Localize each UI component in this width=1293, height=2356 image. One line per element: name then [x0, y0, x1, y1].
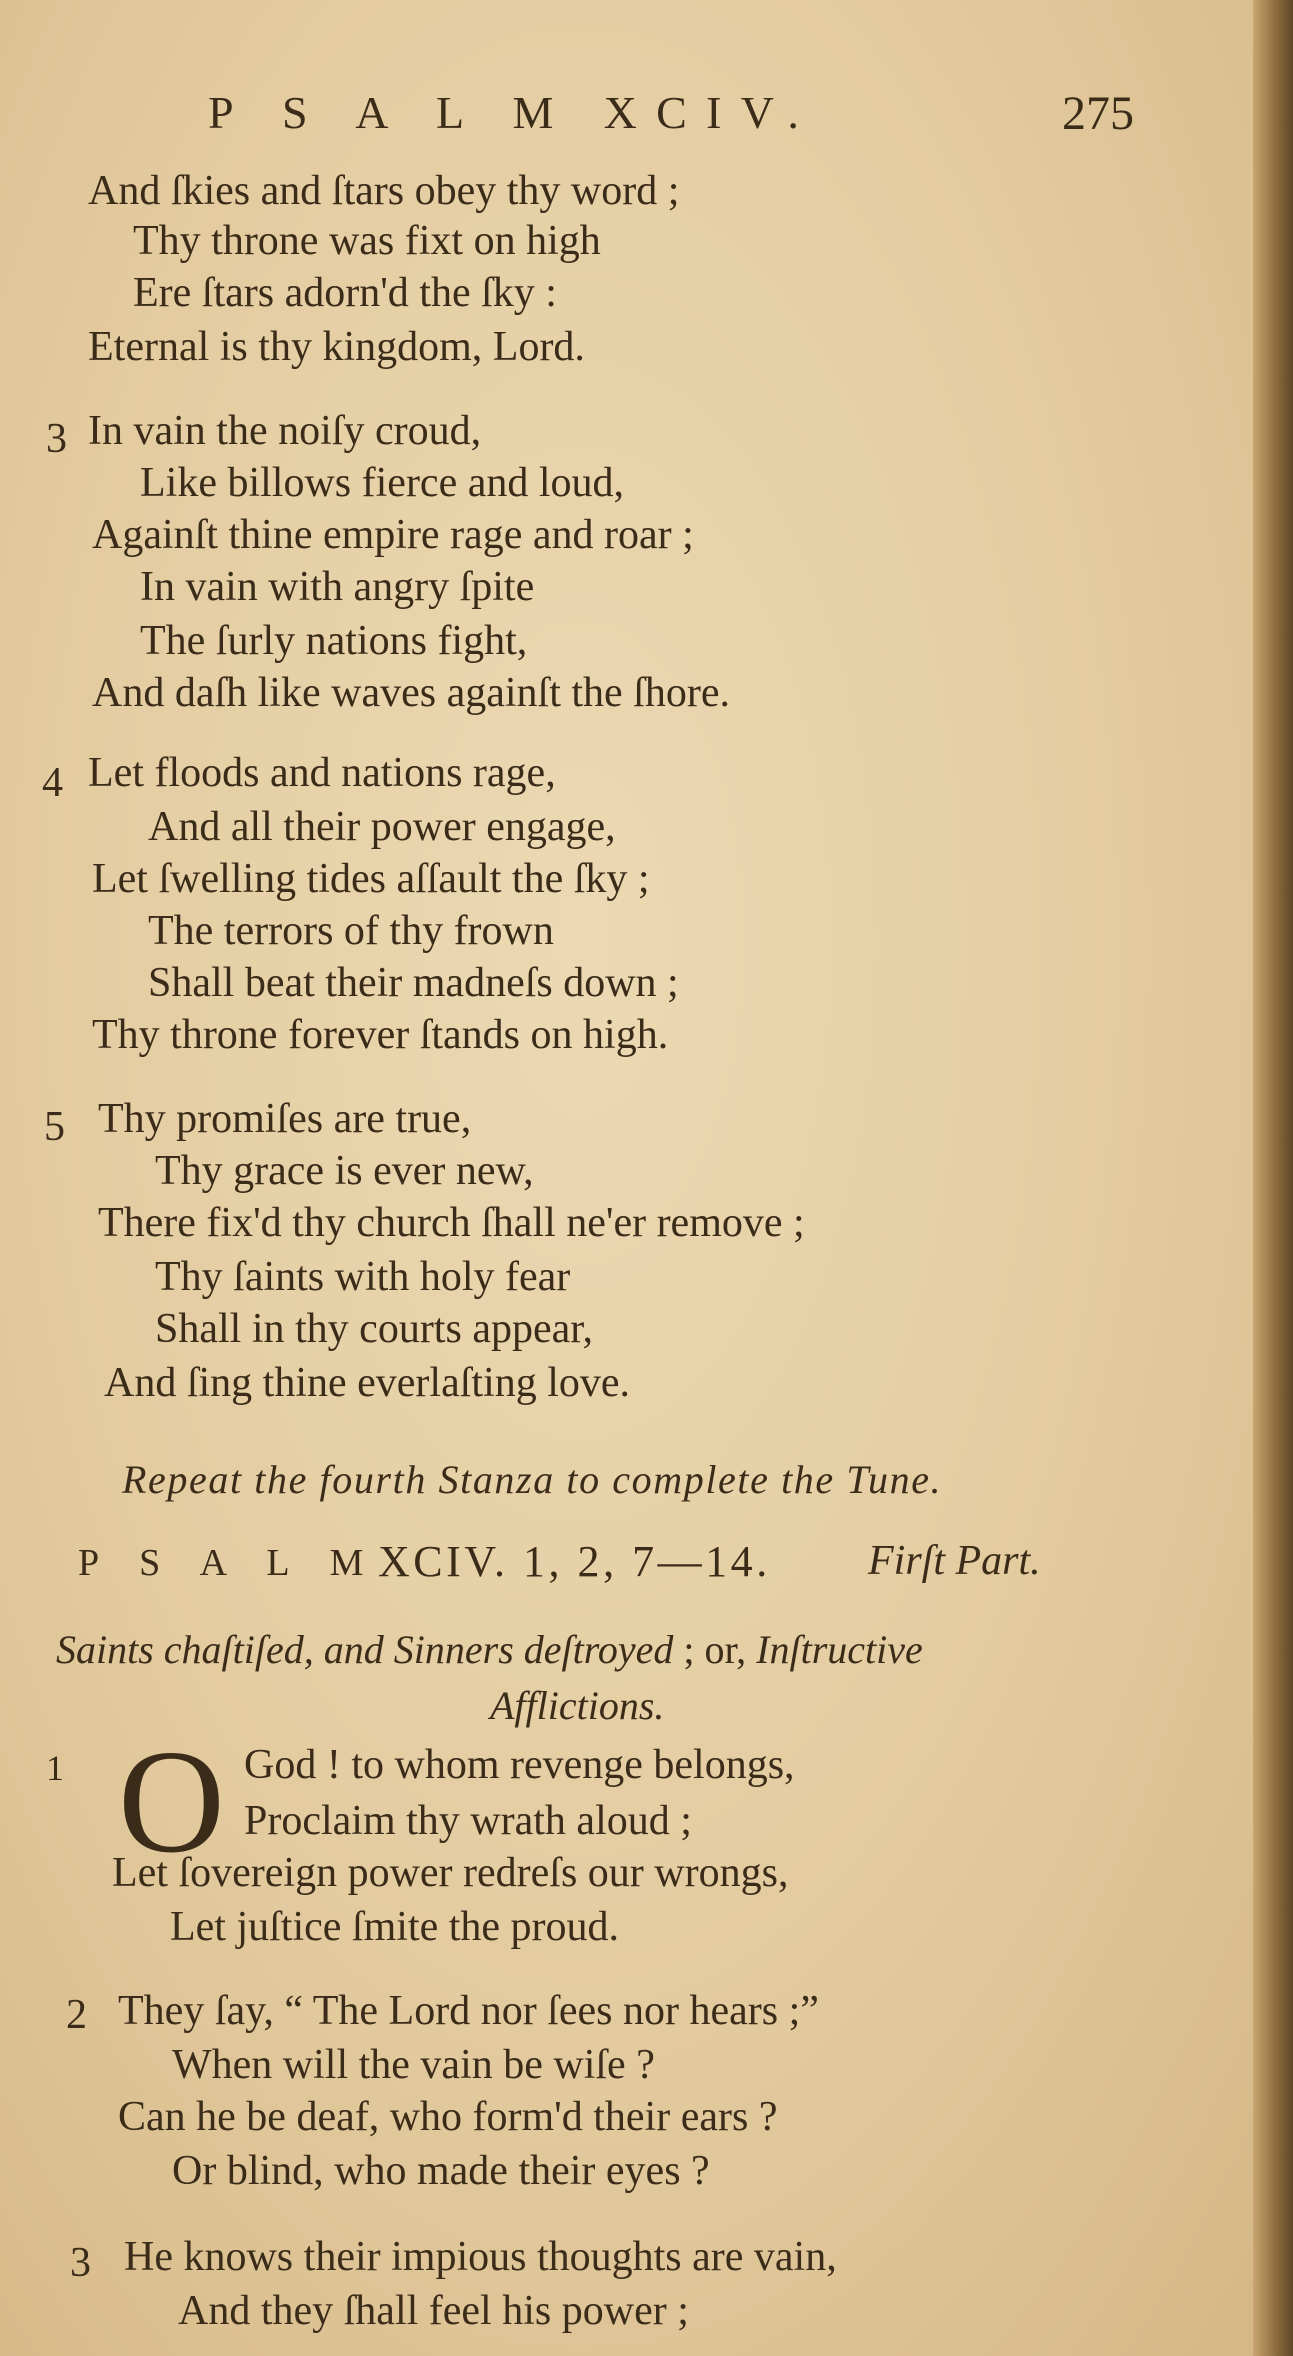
verse-line: Thy grace is ever new,: [155, 1148, 534, 1194]
verse-line: Againſt thine empire rage and roar ;: [92, 512, 694, 558]
verse-line: The terrors of thy frown: [148, 908, 554, 954]
drop-cap: O: [118, 1720, 225, 1884]
verse-line: Thy promiſes are true,: [98, 1096, 472, 1142]
verse-line: Or blind, who made their eyes ?: [172, 2148, 710, 2194]
verse-line: Let floods and nations rage,: [88, 750, 556, 796]
stanza-number: 5: [44, 1104, 65, 1150]
subtitle-part-1: Saints chaſtiſed, and Sinners deſtroyed: [56, 1627, 674, 1672]
psalm-heading-part: Firſt Part.: [868, 1538, 1041, 1584]
psalm-subtitle: [56, 1627, 923, 1672]
verse-line: Thy throne was fixt on high: [133, 218, 601, 264]
running-header-title: P S A L M XCIV.: [208, 87, 819, 138]
verse-line: In vain with angry ſpite: [140, 564, 535, 610]
verse-line: And they ſhall feel his power ;: [178, 2288, 689, 2334]
stanza-number: 3: [70, 2240, 91, 2286]
stanza-number: 3: [46, 416, 67, 462]
verse-line: There fix'd thy church ſhall ne'er remove ;: [98, 1200, 805, 1246]
verse-line: He knows their impious thoughts are vain,: [124, 2234, 837, 2280]
verse-line: When will the vain be wiſe ?: [172, 2042, 655, 2088]
subtitle-part-2: Inſtructive: [756, 1627, 923, 1672]
verse-line: And daſh like waves againſt the ſhore.: [92, 670, 730, 716]
page-gutter-shadow: [1253, 0, 1293, 2356]
verse-line: Proclaim thy wrath aloud ;: [244, 1798, 692, 1844]
stanza-number: 4: [42, 760, 63, 806]
verse-line: Let ſovereign power redreſs our wrongs,: [112, 1850, 789, 1896]
psalm-heading-reference: XCIV. 1, 2, 7—14.: [378, 1537, 771, 1586]
verse-line: In vain the noiſy croud,: [88, 408, 482, 454]
verse-line: And all their power engage,: [148, 804, 616, 850]
verse-line: They ſay, “ The Lord nor ſees nor hears ;”: [118, 1988, 819, 2034]
verse-line: And ſing thine everlaſting love.: [104, 1360, 631, 1406]
stanza-number: 2: [66, 1992, 87, 2038]
verse-line: And ſkies and ſtars obey thy word ;: [88, 168, 680, 214]
verse-line: Let juſtice ſmite the proud.: [170, 1904, 620, 1950]
verse-line: Eternal is thy kingdom, Lord.: [88, 324, 585, 370]
verse-line: Thy throne forever ſtands on high.: [92, 1012, 669, 1058]
repeat-note: Repeat the fourth Stanza to complete the Tune.: [122, 1457, 943, 1502]
verse-line: Like billows fierce and loud,: [140, 460, 625, 506]
stanza-number: 1: [46, 1748, 64, 1788]
page-number: 275: [1062, 87, 1134, 140]
verse-line: Shall beat their madneſs down ;: [148, 960, 679, 1006]
verse-line: God ! to whom revenge belongs,: [244, 1742, 795, 1788]
verse-line: Thy ſaints with holy fear: [155, 1254, 571, 1300]
psalm-heading-label: P S A L M: [78, 1542, 380, 1584]
psalm-subtitle-continued: Afflictions.: [490, 1683, 665, 1728]
verse-line: Ere ſtars adorn'd the ſky :: [133, 270, 557, 316]
verse-line: Shall in thy courts appear,: [155, 1306, 594, 1352]
verse-line: Let ſwelling tides aſſault the ſky ;: [92, 856, 650, 902]
verse-line: Can he be deaf, who form'd their ears ?: [118, 2094, 778, 2140]
subtitle-separator: ; or,: [683, 1627, 747, 1672]
verse-line: The ſurly nations fight,: [140, 618, 528, 664]
